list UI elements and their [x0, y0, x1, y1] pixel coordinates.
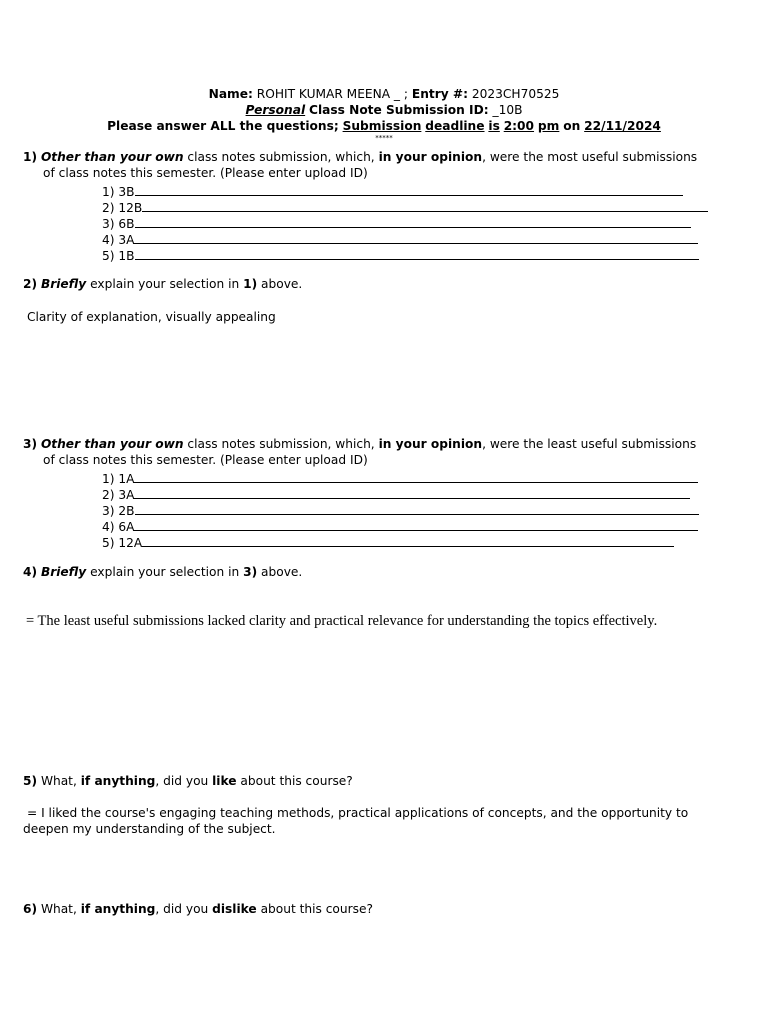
- q6-number: 6): [23, 902, 38, 916]
- q4-answer[interactable]: = The least useful submissions lacked clarity and practical relevance for understanding the topics effectively.: [26, 613, 658, 629]
- q5-if-anything: if anything: [80, 774, 156, 788]
- submission-label: Class Note Submission ID:: [309, 103, 489, 117]
- name-label: Name:: [208, 87, 253, 101]
- personal-label: Personal: [245, 103, 306, 117]
- q3-answer-1[interactable]: 1) 1A: [102, 469, 698, 486]
- q1-line1: [23, 150, 697, 164]
- q4-briefly: Briefly: [40, 565, 87, 579]
- q1-answer-5[interactable]: 5) 1B: [102, 246, 699, 263]
- header-stars: *****: [375, 134, 393, 142]
- instr-date: 22/11/2024: [584, 119, 661, 133]
- q6-verb: dislike: [212, 902, 257, 916]
- entry-value: 2023CH70525: [471, 87, 560, 101]
- q1-mid: class notes submission, which,: [187, 150, 375, 164]
- q1-number: 1): [23, 150, 38, 164]
- q1-tail: , were the most useful submissions: [482, 150, 698, 164]
- q1-answer-3[interactable]: 3) 6B: [102, 214, 691, 231]
- q3-answer-2[interactable]: 2) 3A: [102, 485, 690, 502]
- header-submission-line: [0, 103, 768, 117]
- q3-lead: Other than your own: [40, 437, 184, 451]
- instructions-pre: Please answer ALL the questions;: [107, 119, 339, 133]
- instr-pm: pm: [537, 119, 560, 133]
- instr-deadline: deadline: [425, 119, 485, 133]
- q1-lead: Other than your own: [40, 150, 184, 164]
- q2-ref: 1): [243, 277, 258, 291]
- q1-line2: of class notes this semester. (Please enter upload ID): [43, 166, 368, 180]
- header-name-line: [0, 87, 768, 101]
- q5-verb: like: [212, 774, 237, 788]
- header-instructions: [0, 119, 768, 133]
- q1-answer-4[interactable]: 4) 3A: [102, 230, 698, 247]
- q3-answer-5[interactable]: 5) 12A: [102, 533, 674, 550]
- q6-if-anything: if anything: [80, 902, 156, 916]
- q3-line2: of class notes this semester. (Please enter upload ID): [43, 453, 368, 467]
- name-value: ROHIT KUMAR MEENA _ ;: [256, 87, 409, 101]
- q3-answer-3[interactable]: 3) 2B: [102, 501, 699, 518]
- q5-answer-line1[interactable]: = I liked the course's engaging teaching methods, practical applications of concepts, and the opportunity to: [27, 806, 689, 820]
- q2-number: 2): [23, 277, 38, 291]
- submission-value: _10B: [492, 103, 523, 117]
- q2-briefly: Briefly: [40, 277, 87, 291]
- instr-submission: Submission: [342, 119, 422, 133]
- q1-answer-1[interactable]: 1) 3B: [102, 182, 683, 199]
- q3-opinion: in your opinion: [378, 437, 483, 451]
- q5-line: 5) What, if anything, did you like about this course?: [23, 774, 353, 788]
- q6-line: 6) What, if anything, did you dislike about this course?: [23, 902, 373, 916]
- q2-line: 2) Briefly explain your selection in 1) above.: [23, 277, 303, 291]
- q3-answer-4[interactable]: 4) 6A: [102, 517, 698, 534]
- q5-number: 5): [23, 774, 38, 788]
- instr-is: is: [488, 119, 500, 133]
- q3-number: 3): [23, 437, 38, 451]
- instr-on: on: [563, 119, 581, 133]
- q3-mid: class notes submission, which,: [187, 437, 375, 451]
- q4-line: 4) Briefly explain your selection in 3) above.: [23, 565, 303, 579]
- q1-answer-2[interactable]: 2) 12B: [102, 198, 708, 215]
- instr-time: 2:00: [503, 119, 535, 133]
- q2-answer[interactable]: Clarity of explanation, visually appealing: [27, 310, 276, 324]
- q3-line1: [23, 437, 696, 451]
- q4-ref: 3): [243, 565, 258, 579]
- q1-opinion: in your opinion: [378, 150, 483, 164]
- q3-tail: , were the least useful submissions: [482, 437, 697, 451]
- entry-label: Entry #:: [411, 87, 469, 101]
- q4-number: 4): [23, 565, 38, 579]
- q5-answer-line2[interactable]: deepen my understanding of the subject.: [23, 822, 276, 836]
